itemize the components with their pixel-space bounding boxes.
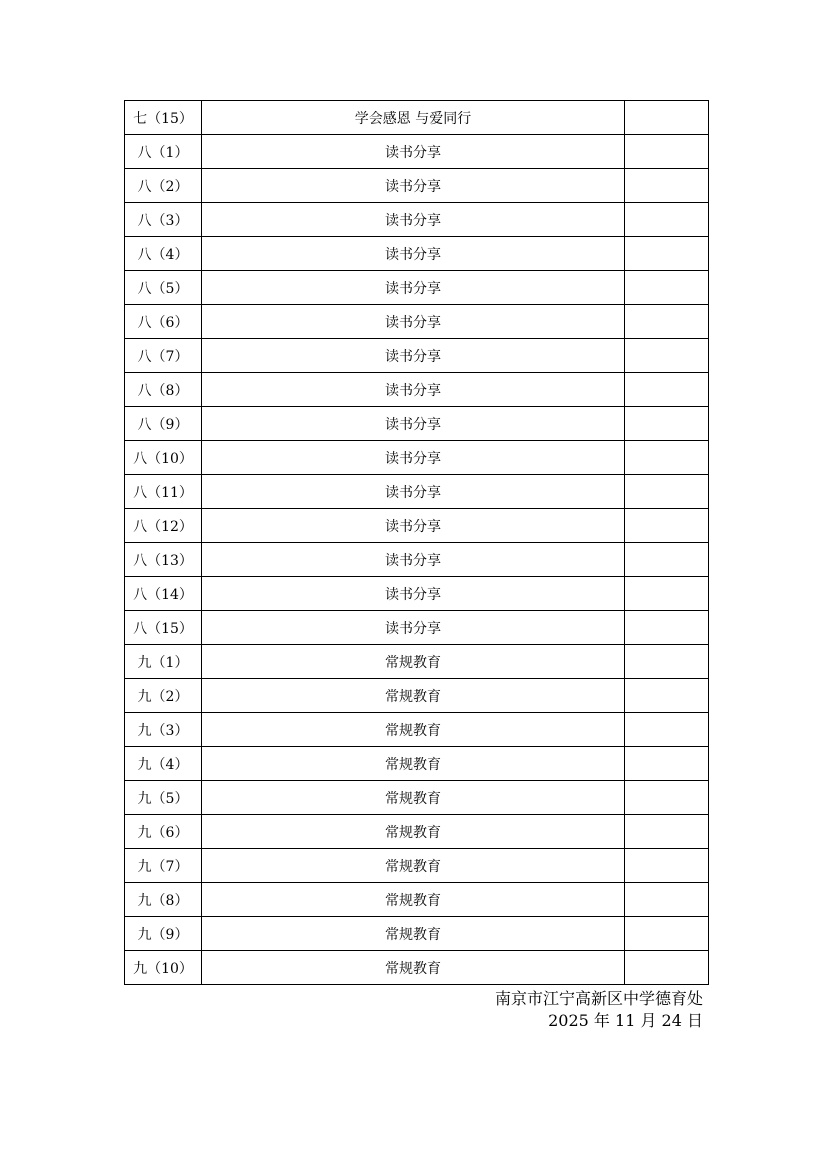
table-row — [125, 373, 709, 407]
class-cell: 九（10） — [125, 951, 202, 985]
class-cell: 八（3） — [125, 203, 202, 237]
note-cell — [625, 679, 709, 713]
topic-cell: 读书分享 — [202, 203, 625, 237]
note-cell — [625, 781, 709, 815]
note-cell — [625, 135, 709, 169]
table-row — [125, 781, 709, 815]
table-row — [125, 339, 709, 373]
topic-cell: 常规教育 — [202, 849, 625, 883]
topic-cell: 读书分享 — [202, 339, 625, 373]
class-cell: 九（7） — [125, 849, 202, 883]
table-row — [125, 611, 709, 645]
note-cell — [625, 543, 709, 577]
class-cell: 八（4） — [125, 237, 202, 271]
class-cell: 八（11） — [125, 475, 202, 509]
topic-cell: 读书分享 — [202, 373, 625, 407]
note-cell — [625, 169, 709, 203]
note-cell — [625, 645, 709, 679]
table-row — [125, 747, 709, 781]
table-row — [125, 713, 709, 747]
topic-cell: 常规教育 — [202, 747, 625, 781]
topic-cell: 读书分享 — [202, 441, 625, 475]
class-cell: 八（13） — [125, 543, 202, 577]
topic-cell: 学会感恩 与爱同行 — [202, 101, 625, 135]
class-cell: 八（15） — [125, 611, 202, 645]
class-cell: 九（5） — [125, 781, 202, 815]
class-cell: 九（9） — [125, 917, 202, 951]
table-row — [125, 271, 709, 305]
class-cell: 九（6） — [125, 815, 202, 849]
table-row — [125, 951, 709, 985]
table-row — [125, 645, 709, 679]
table-row — [125, 237, 709, 271]
topic-cell: 常规教育 — [202, 815, 625, 849]
note-cell — [625, 475, 709, 509]
note-cell — [625, 407, 709, 441]
table-row — [125, 509, 709, 543]
table-row — [125, 883, 709, 917]
table-row — [125, 203, 709, 237]
table-row — [125, 849, 709, 883]
footer-date: 2025 年 11 月 24 日 — [548, 1011, 703, 1030]
table-row — [125, 577, 709, 611]
note-cell — [625, 883, 709, 917]
class-cell: 八（9） — [125, 407, 202, 441]
class-cell: 九（4） — [125, 747, 202, 781]
topic-cell: 读书分享 — [202, 135, 625, 169]
topic-cell: 常规教育 — [202, 713, 625, 747]
note-cell — [625, 713, 709, 747]
topic-cell: 常规教育 — [202, 679, 625, 713]
table-row — [125, 917, 709, 951]
class-cell: 八（10） — [125, 441, 202, 475]
class-cell: 八（8） — [125, 373, 202, 407]
topic-cell: 常规教育 — [202, 917, 625, 951]
class-cell: 八（7） — [125, 339, 202, 373]
topic-cell: 常规教育 — [202, 781, 625, 815]
class-cell: 九（3） — [125, 713, 202, 747]
schedule-table-body — [125, 101, 709, 985]
class-cell: 九（1） — [125, 645, 202, 679]
note-cell — [625, 747, 709, 781]
note-cell — [625, 611, 709, 645]
note-cell — [625, 951, 709, 985]
footer-organization: 南京市江宁高新区中学德育处 — [494, 989, 703, 1008]
topic-cell: 读书分享 — [202, 169, 625, 203]
table-row — [125, 305, 709, 339]
note-cell — [625, 441, 709, 475]
class-cell: 七（15） — [125, 101, 202, 135]
topic-cell: 读书分享 — [202, 305, 625, 339]
note-cell — [625, 373, 709, 407]
class-cell: 八（12） — [125, 509, 202, 543]
note-cell — [625, 237, 709, 271]
topic-cell: 读书分享 — [202, 407, 625, 441]
topic-cell: 读书分享 — [202, 611, 625, 645]
class-cell: 八（6） — [125, 305, 202, 339]
note-cell — [625, 849, 709, 883]
note-cell — [625, 509, 709, 543]
topic-cell: 读书分享 — [202, 543, 625, 577]
note-cell — [625, 577, 709, 611]
table-row — [125, 679, 709, 713]
note-cell — [625, 917, 709, 951]
note-cell — [625, 305, 709, 339]
class-cell: 九（2） — [125, 679, 202, 713]
class-meeting-schedule-table — [124, 100, 709, 985]
topic-cell: 常规教育 — [202, 883, 625, 917]
class-cell: 九（8） — [125, 883, 202, 917]
topic-cell: 常规教育 — [202, 645, 625, 679]
class-cell: 八（2） — [125, 169, 202, 203]
note-cell — [625, 815, 709, 849]
note-cell — [625, 271, 709, 305]
class-cell: 八（14） — [125, 577, 202, 611]
table-row — [125, 169, 709, 203]
class-cell: 八（5） — [125, 271, 202, 305]
note-cell — [625, 339, 709, 373]
class-cell: 八（1） — [125, 135, 202, 169]
table-row — [125, 135, 709, 169]
table-row — [125, 543, 709, 577]
table-row — [125, 815, 709, 849]
table-row — [125, 101, 709, 135]
topic-cell: 读书分享 — [202, 237, 625, 271]
topic-cell: 读书分享 — [202, 475, 625, 509]
table-row — [125, 475, 709, 509]
topic-cell: 读书分享 — [202, 509, 625, 543]
table-row — [125, 407, 709, 441]
table-row — [125, 441, 709, 475]
note-cell — [625, 203, 709, 237]
topic-cell: 读书分享 — [202, 271, 625, 305]
topic-cell: 读书分享 — [202, 577, 625, 611]
note-cell — [625, 101, 709, 135]
topic-cell: 常规教育 — [202, 951, 625, 985]
